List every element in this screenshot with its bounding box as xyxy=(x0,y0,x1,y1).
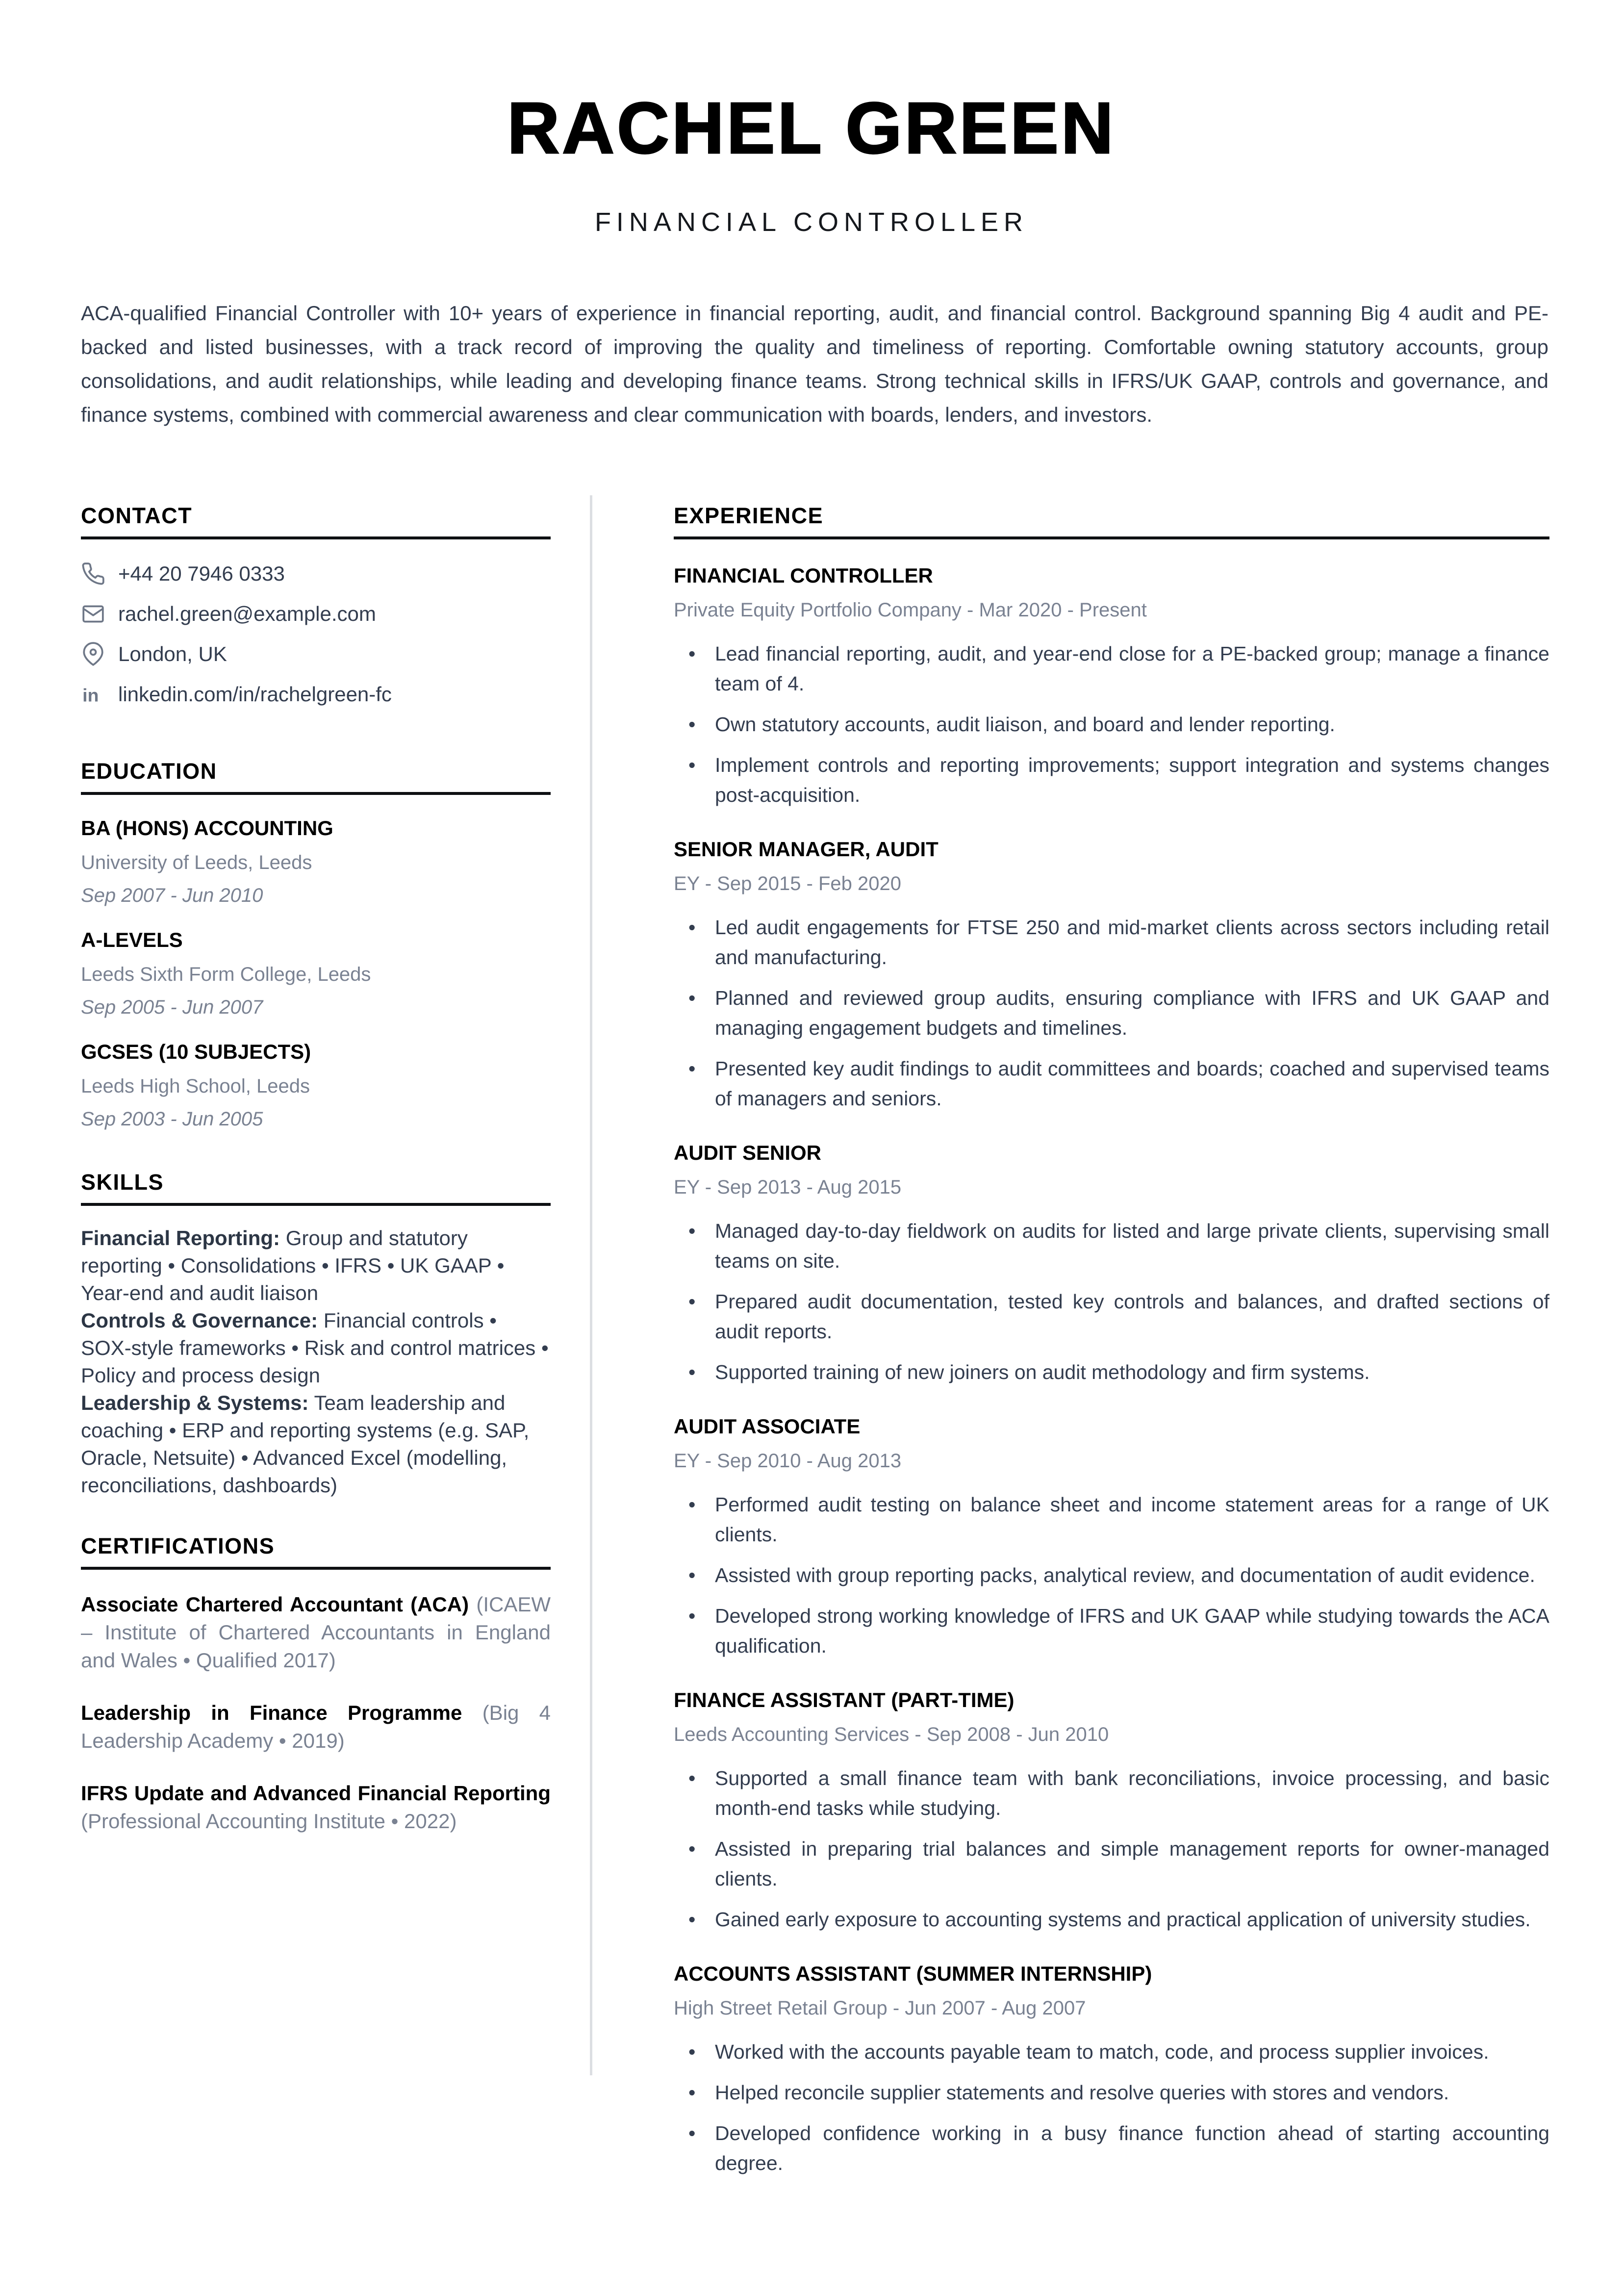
job-bullet: • Supported training of new joiners on audit methodology and firm systems. xyxy=(674,1357,1549,1387)
job-entry xyxy=(674,1415,1549,1661)
linkedin-icon xyxy=(81,682,105,707)
contact-item-email xyxy=(81,601,551,627)
job-subtitle: FINANCIAL CONTROLLER xyxy=(594,207,1029,237)
contact-item-linkedin xyxy=(81,682,551,707)
job-bullet-list xyxy=(674,1216,1549,1387)
skill-group xyxy=(81,1307,551,1389)
job-bullet: • Managed day-to-day fieldwork on audits for listed and large private clients, supervising small teams on site. xyxy=(674,1216,1549,1276)
education-entry xyxy=(81,1040,551,1130)
certification-title: Associate Chartered Accountant (ACA) xyxy=(81,1593,469,1616)
job-bullet: • Developed confidence working in a busy finance function ahead of starting accounting degree. xyxy=(674,2118,1549,2178)
summary-paragraph: ACA-qualified Financial Controller with 10+ years of experience in financial reporting, audit, and financial control. Background spanning Big 4 audit and PE-backed and listed businesses, with a track record of improving the quality and timeliness of reporting. Comfortable owning statutory accounts, group consolidations, and audit relationships, while leading and developing finance teams. Strong technical skills in IFRS/UK GAAP, controls and governance, and finance systems, combined with commercial awareness and clear communication with boards, lenders, and investors. xyxy=(81,302,1548,426)
contact-email-text: rachel.green@example.com xyxy=(118,602,376,625)
sidebar xyxy=(81,503,551,1856)
contact-linkedin-text: linkedin.com/in/rachelgreen-fc xyxy=(118,683,392,706)
job-entry xyxy=(674,564,1549,810)
skill-group-label: Financial Reporting: xyxy=(81,1226,280,1250)
contact-phone-text: +44 20 7946 0333 xyxy=(118,562,285,585)
contact-list xyxy=(81,561,551,707)
mail-icon xyxy=(81,602,105,626)
job-bullet: • Prepared audit documentation, tested key controls and balances, and drafted sections of audit reports. xyxy=(674,1287,1549,1347)
skill-group-label: Controls & Governance: xyxy=(81,1309,318,1332)
job-entry xyxy=(674,1962,1549,2178)
contact-location-text: London, UK xyxy=(118,642,227,665)
skill-group-text: Financial controls • SOX-style frameworks • Risk and control matrices • Policy and process design xyxy=(81,1309,549,1387)
certification-entry xyxy=(81,1590,551,1674)
job-bullet-list xyxy=(674,2037,1549,2178)
job-title: FINANCIAL CONTROLLER xyxy=(674,564,933,587)
job-entry xyxy=(674,838,1549,1114)
job-bullet: • Own statutory accounts, audit liaison, and board and lender reporting. xyxy=(674,710,1549,740)
job-bullet: • Led audit engagements for FTSE 250 and mid-market clients across sectors including retail and manufacturing. xyxy=(674,913,1549,972)
job-company-dates: EY - Sep 2013 - Aug 2015 xyxy=(674,1176,902,1198)
page-title: RACHEL GREEN xyxy=(507,88,1116,169)
experience-heading: EXPERIENCE xyxy=(674,503,1549,539)
job-company-dates: EY - Sep 2015 - Feb 2020 xyxy=(674,873,902,894)
degree-title: A-LEVELS xyxy=(81,928,183,951)
certification-title: IFRS Update and Advanced Financial Reporting xyxy=(81,1782,551,1805)
skill-group-text: Team leadership and coaching • ERP and reporting systems (e.g. SAP, Oracle, Netsuite) • Advanced Excel (modelling, reconciliations, dashboards) xyxy=(81,1391,530,1497)
experience-section xyxy=(674,503,1549,2178)
school-name: Leeds High School, Leeds xyxy=(81,1075,310,1097)
certifications-list xyxy=(81,1590,551,1835)
contact-item-phone xyxy=(81,561,551,587)
contact-heading: CONTACT xyxy=(81,503,551,539)
phone-icon xyxy=(81,561,105,586)
job-bullet: • Worked with the accounts payable team to match, code, and process supplier invoices. xyxy=(674,2037,1549,2067)
job-bullet: • Implement controls and reporting improvements; support integration and systems changes post-acquisition. xyxy=(674,750,1549,810)
job-bullet: • Helped reconcile supplier statements and resolve queries with stores and vendors. xyxy=(674,2078,1549,2108)
job-bullet: • Gained early exposure to accounting systems and practical application of university studies. xyxy=(674,1905,1549,1935)
school-name: University of Leeds, Leeds xyxy=(81,852,312,873)
job-company-dates: Private Equity Portfolio Company - Mar 2020 - Present xyxy=(674,599,1147,621)
job-title: FINANCE ASSISTANT (PART-TIME) xyxy=(674,1688,1014,1711)
svg-text:in: in xyxy=(82,685,99,706)
job-bullet-list xyxy=(674,1490,1549,1661)
skills-section xyxy=(81,1170,551,1499)
skill-group-label: Leadership & Systems: xyxy=(81,1391,309,1414)
job-company-dates: Leeds Accounting Services - Sep 2008 - Jun 2010 xyxy=(674,1724,1109,1745)
certification-detail: (Professional Accounting Institute • 2022) xyxy=(81,1810,457,1833)
job-title: SENIOR MANAGER, AUDIT xyxy=(674,838,938,861)
job-company-dates: High Street Retail Group - Jun 2007 - Aug 2007 xyxy=(674,1997,1086,2019)
contact-item-location xyxy=(81,641,551,667)
certification-title: Leadership in Finance Programme xyxy=(81,1701,462,1724)
contact-section xyxy=(81,503,551,707)
education-dates: Sep 2003 - Jun 2005 xyxy=(81,1108,263,1130)
education-list xyxy=(81,816,551,1130)
education-entry xyxy=(81,816,551,907)
school-name: Leeds Sixth Form College, Leeds xyxy=(81,964,371,985)
certification-entry xyxy=(81,1779,551,1835)
job-title: AUDIT SENIOR xyxy=(674,1141,822,1164)
job-title: AUDIT ASSOCIATE xyxy=(674,1415,861,1438)
job-bullet-list xyxy=(674,913,1549,1114)
certification-entry xyxy=(81,1699,551,1755)
degree-title: BA (HONS) ACCOUNTING xyxy=(81,816,333,840)
education-dates: Sep 2007 - Jun 2010 xyxy=(81,885,263,906)
certifications-section xyxy=(81,1533,551,1835)
job-bullet: • Presented key audit findings to audit committees and boards; coached and supervised teams of managers and seniors. xyxy=(674,1054,1549,1114)
experience-list xyxy=(674,564,1549,2178)
certification-detail: (Big 4 Leadership Academy • 2019) xyxy=(81,1701,551,1752)
job-bullet: • Performed audit testing on balance sheet and income statement areas for a range of UK clients. xyxy=(674,1490,1549,1550)
skills-list xyxy=(81,1225,551,1499)
education-section xyxy=(81,759,551,1130)
job-entry xyxy=(674,1688,1549,1935)
main-content xyxy=(592,503,1549,2178)
education-entry xyxy=(81,928,551,1019)
job-bullet-list xyxy=(674,639,1549,810)
degree-title: GCSES (10 SUBJECTS) xyxy=(81,1040,311,1063)
job-entry xyxy=(674,1141,1549,1387)
two-column-layout xyxy=(0,503,1623,2178)
job-bullet: • Supported a small finance team with bank reconciliations, invoice processing, and basic month-end tasks while studying. xyxy=(674,1763,1549,1823)
location-icon xyxy=(81,642,105,666)
job-bullet-list xyxy=(674,1763,1549,1935)
skill-group xyxy=(81,1389,551,1499)
certifications-heading: CERTIFICATIONS xyxy=(81,1533,551,1570)
job-bullet: • Developed strong working knowledge of IFRS and UK GAAP while studying towards the ACA qualification. xyxy=(674,1601,1549,1661)
job-company-dates: EY - Sep 2010 - Aug 2013 xyxy=(674,1450,902,1472)
skill-group xyxy=(81,1225,551,1307)
job-title: ACCOUNTS ASSISTANT (SUMMER INTERNSHIP) xyxy=(674,1962,1152,1985)
job-bullet: • Lead financial reporting, audit, and year-end close for a PE-backed group; manage a finance team of 4. xyxy=(674,639,1549,699)
job-bullet: • Assisted in preparing trial balances and simple management reports for owner-managed clients. xyxy=(674,1834,1549,1894)
skills-heading: SKILLS xyxy=(81,1170,551,1206)
certification-detail: (ICAEW – Institute of Chartered Accountants in England and Wales • Qualified 2017) xyxy=(81,1593,551,1672)
education-heading: EDUCATION xyxy=(81,759,551,795)
job-bullet: • Assisted with group reporting packs, analytical review, and documentation of audit evidence. xyxy=(674,1560,1549,1590)
education-dates: Sep 2005 - Jun 2007 xyxy=(81,996,263,1018)
job-bullet: • Planned and reviewed group audits, ensuring compliance with IFRS and UK GAAP and managing engagement budgets and timelines. xyxy=(674,983,1549,1043)
skill-group-text: Group and statutory reporting • Consolidations • IFRS • UK GAAP • Year-end and audit liaison xyxy=(81,1226,505,1304)
